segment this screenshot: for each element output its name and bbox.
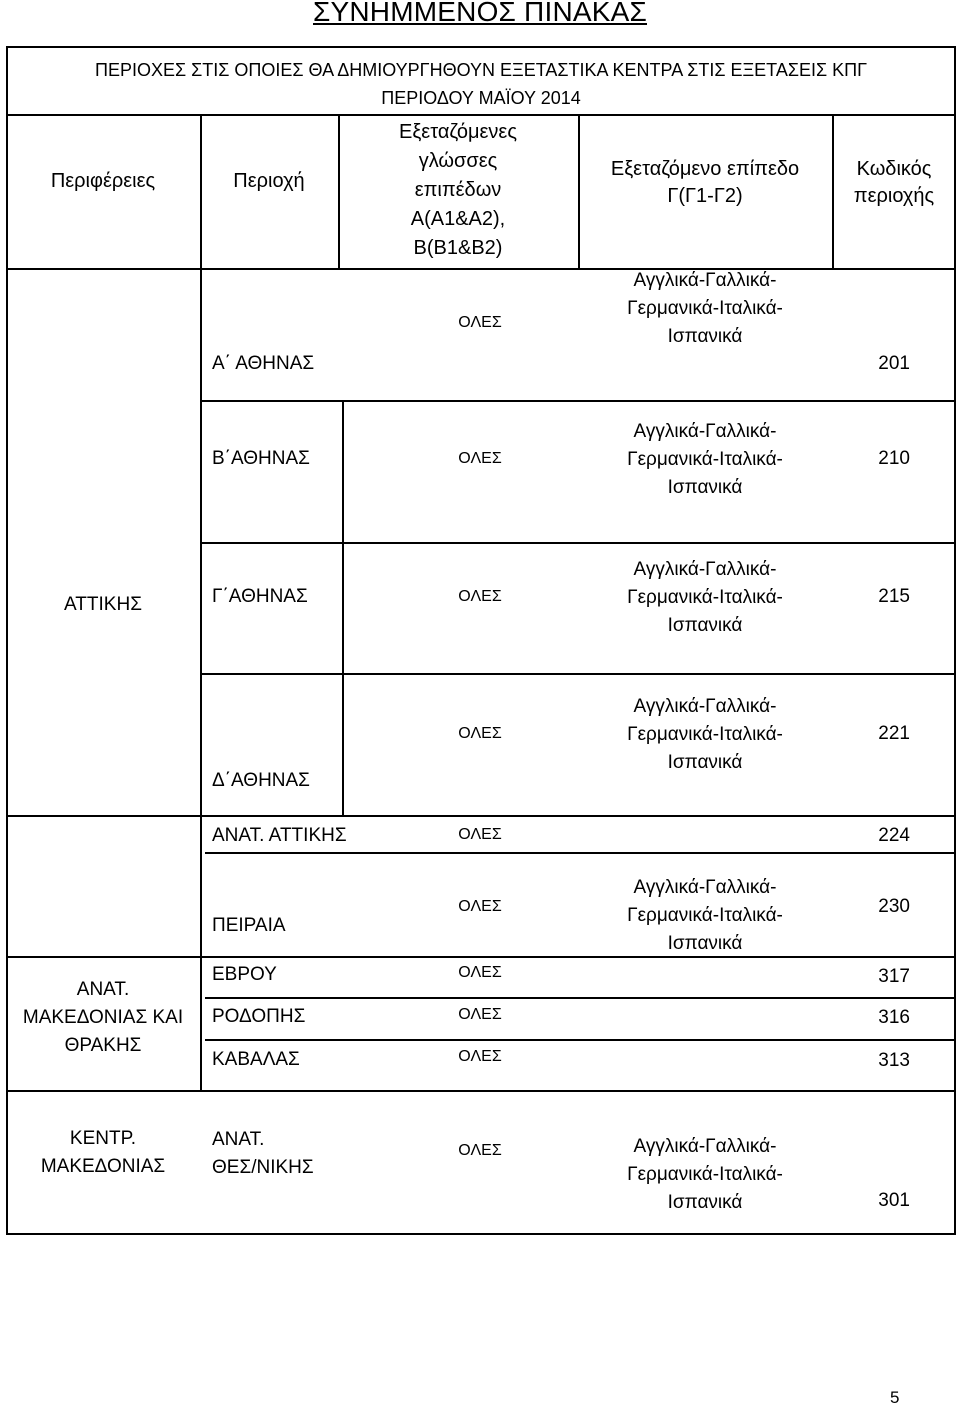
all-levels: ΟΛΕΣ <box>458 725 502 742</box>
all-levels: ΟΛΕΣ <box>458 1142 502 1159</box>
lang-line: Αγγλικά-Γαλλικά- <box>633 421 777 442</box>
header-langs-ab-line: Β(Β1&Β2) <box>413 237 503 259</box>
area-code: 215 <box>878 586 910 607</box>
header-langs-ab <box>338 118 578 263</box>
region-line: ΜΑΚΕΔΟΝΙΑΣ <box>40 1156 166 1177</box>
header-code <box>832 156 956 210</box>
lang-line: Γερμανικά-Ιταλικά- <box>627 298 783 319</box>
area-east-attica: ΑΝΑΤ. ΑΤΤΙΚΗΣ <box>212 825 347 846</box>
header-region: Περιφέρειες <box>50 170 156 192</box>
header-level-c-line: Εξεταζόμενο επίπεδο <box>610 158 800 180</box>
region-central-macedonia <box>6 1125 200 1181</box>
lang-line: Αγγλικά-Γαλλικά- <box>633 1136 777 1157</box>
header-level-c-line: Γ(Γ1-Γ2) <box>667 185 743 207</box>
lang-line: Αγγλικά-Γαλλικά- <box>633 696 777 717</box>
languages-c <box>585 874 825 958</box>
all-levels: ΟΛΕΣ <box>458 1048 502 1065</box>
area-line: ΘΕΣ/ΝΙΚΗΣ <box>212 1157 314 1178</box>
area-code: 230 <box>878 896 910 917</box>
area-line: ΑΝΑΤ. <box>212 1129 265 1150</box>
page-title: ΣΥΝΗΜΜΕΝΟΣ ΠΙΝΑΚΑΣ <box>313 0 647 27</box>
lang-line: Γερμανικά-Ιταλικά- <box>627 449 783 470</box>
region-line: ΚΕΝΤΡ. <box>69 1128 137 1149</box>
all-levels: ΟΛΕΣ <box>458 964 502 981</box>
area-c-athens: Γ΄ΑΘΗΝΑΣ <box>212 586 308 607</box>
lang-line: Αγγλικά-Γαλλικά- <box>633 877 777 898</box>
header-code-line: Κωδικός <box>856 158 932 180</box>
all-levels: ΟΛΕΣ <box>458 898 502 915</box>
region-line: ΑΝΑΤ. <box>76 979 130 1000</box>
area-piraeus: ΠΕΙΡΑΙΑ <box>212 915 286 936</box>
area-code: 317 <box>878 966 910 987</box>
area-code: 221 <box>878 723 910 744</box>
lang-line: Γερμανικά-Ιταλικά- <box>627 724 783 745</box>
languages-c <box>585 1133 825 1217</box>
header-langs-ab-line: Α(Α1&Α2), <box>410 208 506 230</box>
subtitle-line-2: ΠΕΡΙΟΔΟΥ ΜΑΪΟΥ 2014 <box>381 88 581 108</box>
header-langs-ab-line: Εξεταζόμενες <box>399 121 517 143</box>
header-code-line: περιοχής <box>853 185 935 207</box>
all-levels: ΟΛΕΣ <box>458 450 502 467</box>
lang-line: Ισπανικά <box>667 615 743 636</box>
header-area: Περιοχή <box>233 170 305 192</box>
area-kavala: ΚΑΒΑΛΑΣ <box>212 1049 300 1070</box>
region-attica: ΑΤΤΙΚΗΣ <box>64 594 142 615</box>
lang-line: Γερμανικά-Ιταλικά- <box>627 905 783 926</box>
lang-line: Ισπανικά <box>667 326 743 347</box>
lang-line: Αγγλικά-Γαλλικά- <box>633 270 777 291</box>
area-a-athens: Α΄ ΑΘΗΝΑΣ <box>212 353 315 374</box>
all-levels: ΟΛΕΣ <box>458 314 502 331</box>
header-langs-ab-line: επιπέδων <box>414 179 502 201</box>
area-code: 210 <box>878 448 910 469</box>
area-code: 201 <box>878 353 910 374</box>
lang-line: Αγγλικά-Γαλλικά- <box>633 559 777 580</box>
languages-c <box>585 556 825 640</box>
region-line: ΘΡΑΚΗΣ <box>64 1035 142 1056</box>
subtitle <box>6 56 956 112</box>
all-levels: ΟΛΕΣ <box>458 588 502 605</box>
area-b-athens: Β΄ΑΘΗΝΑΣ <box>212 448 310 469</box>
all-levels: ΟΛΕΣ <box>458 1006 502 1023</box>
lang-line: Γερμανικά-Ιταλικά- <box>627 587 783 608</box>
area-east-thessaloniki <box>212 1126 314 1182</box>
languages-c <box>585 418 825 502</box>
page-number: 5 <box>890 1388 900 1407</box>
subtitle-line-1: ΠΕΡΙΟΧΕΣ ΣΤΙΣ ΟΠΟΙΕΣ ΘΑ ΔΗΜΙΟΥΡΓΗΘΟΥΝ ΕΞΕΤΑΣΤΙΚΑ ΚΕΝΤΡΑ ΣΤΙΣ ΕΞΕΤΑΣΕΙΣ ΚΠΓ <box>94 60 868 80</box>
lang-line: Γερμανικά-Ιταλικά- <box>627 1164 783 1185</box>
region-east-macedonia <box>6 976 200 1060</box>
lang-line: Ισπανικά <box>667 752 743 773</box>
lang-line: Ισπανικά <box>667 933 743 954</box>
header-langs-ab-line: γλώσσες <box>418 150 498 172</box>
region-line: ΜΑΚΕΔΟΝΙΑΣ ΚΑΙ <box>22 1007 184 1028</box>
all-levels: ΟΛΕΣ <box>458 826 502 843</box>
area-rodopi: ΡΟΔΟΠΗΣ <box>212 1006 306 1027</box>
area-evros: ΕΒΡΟΥ <box>212 964 277 985</box>
area-code: 316 <box>878 1007 910 1028</box>
lang-line: Ισπανικά <box>667 477 743 498</box>
languages-c <box>585 267 825 351</box>
area-code: 224 <box>878 825 910 846</box>
area-code: 301 <box>878 1190 910 1211</box>
languages-c <box>585 693 825 777</box>
lang-line: Ισπανικά <box>667 1192 743 1213</box>
area-code: 313 <box>878 1050 910 1071</box>
area-d-athens: Δ΄ΑΘΗΝΑΣ <box>212 770 310 791</box>
header-level-c <box>578 156 832 210</box>
